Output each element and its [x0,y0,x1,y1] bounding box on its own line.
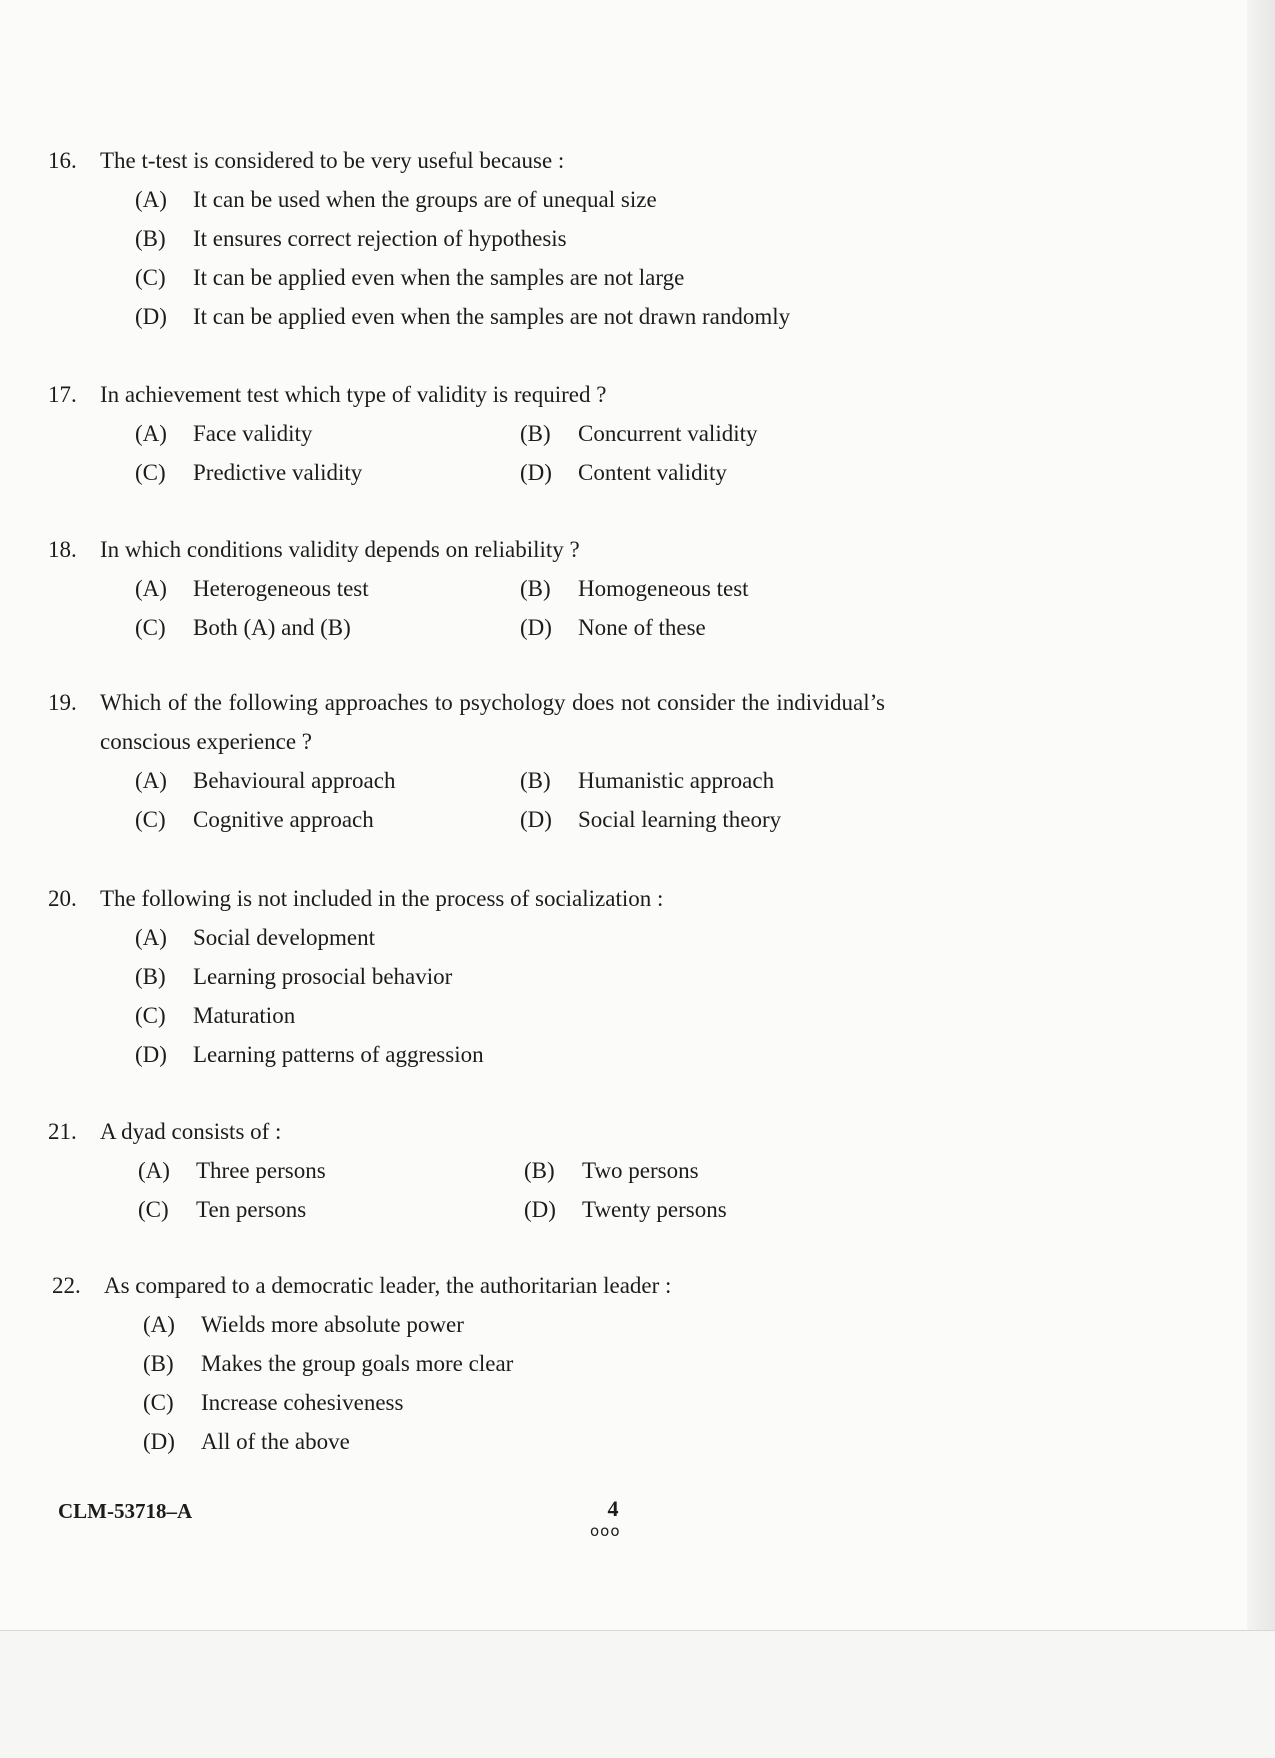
option-label: (A) [135,576,167,601]
option-text: Increase cohesiveness [201,1390,404,1415]
option-text: Ten persons [196,1197,307,1222]
option-label: (B) [520,421,551,446]
option-text: Social learning theory [578,807,782,832]
option-text: Social development [193,925,376,950]
option-a [135,414,312,453]
question-20 [48,879,948,1079]
option-label: (A) [143,1312,175,1337]
option-text: Predictive validity [193,460,363,485]
page-ornament: ooo [590,1522,621,1540]
option-label: (A) [135,925,167,950]
option-a [143,1305,464,1344]
option-label: (B) [135,964,166,989]
paper-code: CLM-53718–A [58,1499,193,1523]
option-text: Makes the group goals more clear [201,1351,514,1376]
question-number: 17. [48,382,77,407]
option-d [143,1422,350,1461]
question-17 [48,375,948,495]
option-label: (D) [135,1042,167,1067]
question-number: 22. [52,1273,81,1298]
option-label: (A) [135,421,167,446]
option-a [135,180,657,219]
option-c [135,800,374,839]
option-text: It can be used when the groups are of unequal size [193,187,657,212]
option-text: Maturation [193,1003,296,1028]
option-label: (C) [143,1390,174,1415]
question-number: 19. [48,690,77,715]
option-label: (D) [520,807,552,832]
option-label: (D) [520,615,552,640]
option-label: (C) [135,807,166,832]
option-b [135,957,452,996]
option-d [520,800,781,839]
option-label: (C) [135,265,166,290]
option-text: Humanistic approach [578,768,775,793]
question-number: 18. [48,537,77,562]
option-c [138,1190,306,1229]
option-label: (C) [135,615,166,640]
option-text: Learning patterns of aggression [193,1042,484,1067]
option-d [520,453,727,492]
option-b [520,569,749,608]
option-text: Behavioural approach [193,768,396,793]
option-a [138,1151,326,1190]
option-label: (D) [143,1429,175,1454]
option-b [143,1344,513,1383]
option-label: (B) [520,768,551,793]
option-label: (B) [143,1351,174,1376]
question-text: A dyad consists of : [100,1119,282,1144]
option-text: Concurrent validity [578,421,758,446]
question-22 [52,1266,952,1466]
option-text: Heterogeneous test [193,576,369,601]
option-label: (C) [135,1003,166,1028]
option-b [520,761,774,800]
option-b [524,1151,699,1190]
option-a [135,918,375,957]
option-text: Three persons [196,1158,326,1183]
question-text: Which of the following approaches to psychology does not consider the individual’s conscious experience ? [100,690,885,754]
option-text: None of these [578,615,706,640]
question-18 [48,530,948,650]
option-text: It ensures correct rejection of hypothesis [193,226,567,251]
question-text: The t-test is considered to be very useful because : [100,148,565,173]
option-text: It can be applied even when the samples are not large [193,265,685,290]
question-text: As compared to a democratic leader, the authoritarian leader : [104,1273,672,1298]
option-text: Face validity [193,421,313,446]
option-b [520,414,758,453]
option-d [524,1190,727,1229]
option-a [135,761,395,800]
option-label: (D) [524,1197,556,1222]
option-label: (D) [135,304,167,329]
option-d [135,297,790,336]
question-19 [48,683,948,843]
option-label: (C) [135,460,166,485]
question-16 [48,141,948,341]
option-label: (A) [135,768,167,793]
option-d [135,1035,484,1074]
option-c [135,608,351,647]
question-21 [48,1112,948,1232]
option-text: Learning prosocial behavior [193,964,453,989]
question-text: In which conditions validity depends on reliability ? [100,537,580,562]
question-number: 16. [48,148,77,173]
option-a [135,569,369,608]
option-label: (D) [520,460,552,485]
option-c [135,258,684,297]
option-text: Twenty persons [582,1197,727,1222]
option-text: Wields more absolute power [201,1312,464,1337]
option-text: Cognitive approach [193,807,374,832]
option-label: (C) [138,1197,169,1222]
option-c [135,453,362,492]
option-text: Homogeneous test [578,576,749,601]
option-text: Both (A) and (B) [193,615,351,640]
option-text: All of the above [201,1429,350,1454]
page-bottom-margin [0,1630,1275,1758]
option-label: (B) [524,1158,555,1183]
option-b [135,219,567,258]
question-text: The following is not included in the process of socialization : [100,886,664,911]
question-text: In achievement test which type of validity is required ? [100,382,607,407]
question-number: 20. [48,886,77,911]
option-label: (A) [135,187,167,212]
option-text: It can be applied even when the samples are not drawn randomly [193,304,791,329]
page-edge-shadow [1247,0,1275,1757]
option-d [520,608,706,647]
option-c [143,1383,403,1422]
option-text: Two persons [582,1158,699,1183]
question-number: 21. [48,1119,77,1144]
option-text: Content validity [578,460,727,485]
page-number: 4 [607,1496,619,1521]
option-label: (A) [138,1158,170,1183]
option-label: (B) [520,576,551,601]
option-c [135,996,295,1035]
option-label: (B) [135,226,166,251]
